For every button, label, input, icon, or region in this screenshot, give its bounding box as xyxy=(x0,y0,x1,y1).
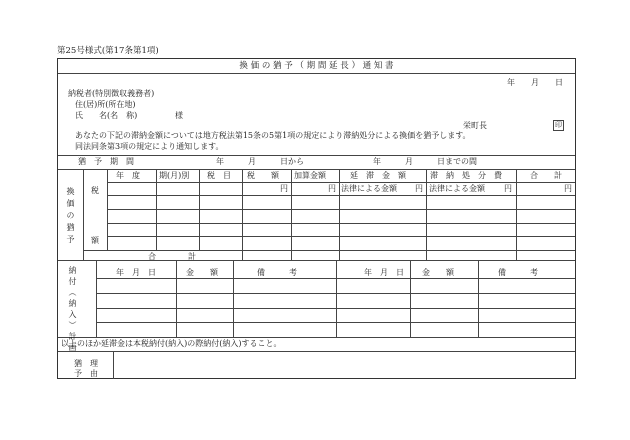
form-number: 第25号様式(第17条第1項) xyxy=(57,46,159,56)
seal-box: 印 xyxy=(555,121,562,129)
delinquency-note: 以上のほか延滞金は本税納付(納入)の際納付(納入)すること。 xyxy=(61,339,282,348)
amount-side-label: 換価の猶予 xyxy=(66,187,75,247)
body-line-2: 同法同条第3項の規定により通知します。 xyxy=(75,142,224,151)
law-note-delinquent: 法律による金額 xyxy=(341,184,397,193)
body-line-1: あなたの下記の滞納金額については地方税法第15条の5第1項の規定により滞納処分による換価を猶予します。 xyxy=(75,131,471,140)
payment-left-date: 年 月 日 xyxy=(116,268,156,277)
payment-left-amount: 金 額 xyxy=(186,268,218,277)
issuer-name: 栄町長 xyxy=(463,121,487,130)
unit-total: 円 xyxy=(564,184,572,193)
header-period: 期(月)別 xyxy=(159,171,190,180)
address-label: 住(居)所(所在地) xyxy=(75,100,136,109)
header-tax-amount: 税 額 xyxy=(247,171,279,180)
amount-sub-bottom: 額 xyxy=(91,236,99,245)
period-to: 年 月 日までの間 xyxy=(373,157,477,166)
amount-sub-top: 税 xyxy=(91,186,99,195)
unit-delinquent: 円 xyxy=(415,184,423,193)
period-from: 年 月 日から xyxy=(216,157,304,166)
payment-left-remarks: 備 考 xyxy=(257,268,297,277)
header-delinquent: 延 滞 金 額 xyxy=(350,171,406,180)
payment-side-label: 納付（納入）計画 xyxy=(68,266,77,354)
taxpayer-label: 納税者(特別徴収義務者) xyxy=(68,89,155,98)
form-title: 換 価 の 猶 予 （ 期 間 延 長 ） 通 知 書 xyxy=(239,61,394,71)
unit-disposition: 円 xyxy=(504,184,512,193)
header-disposition-cost: 滞 納 処 分 費 xyxy=(430,171,502,180)
issue-date: 年 月 日 xyxy=(507,78,563,87)
notice-form xyxy=(57,58,576,379)
header-year: 年 度 xyxy=(116,171,140,180)
total-label: 合 計 xyxy=(148,252,196,261)
period-label: 猶 予 期 間 xyxy=(78,157,134,166)
unit-additional: 円 xyxy=(328,184,336,193)
reason-label: 猶 理 予 由 xyxy=(74,359,98,378)
payment-right-remarks: 備 考 xyxy=(498,268,538,277)
payment-right-date: 年 月 日 xyxy=(364,268,404,277)
header-additional: 加算金額 xyxy=(294,171,326,180)
honorific: 様 xyxy=(175,111,183,120)
law-note-disposition: 法律による金額 xyxy=(429,184,485,193)
header-total: 合 計 xyxy=(530,171,562,180)
payment-right-amount: 金 額 xyxy=(422,268,454,277)
header-tax-item: 税 目 xyxy=(207,171,231,180)
name-label: 氏 名(名 称) xyxy=(75,111,138,120)
unit-tax: 円 xyxy=(280,184,288,193)
